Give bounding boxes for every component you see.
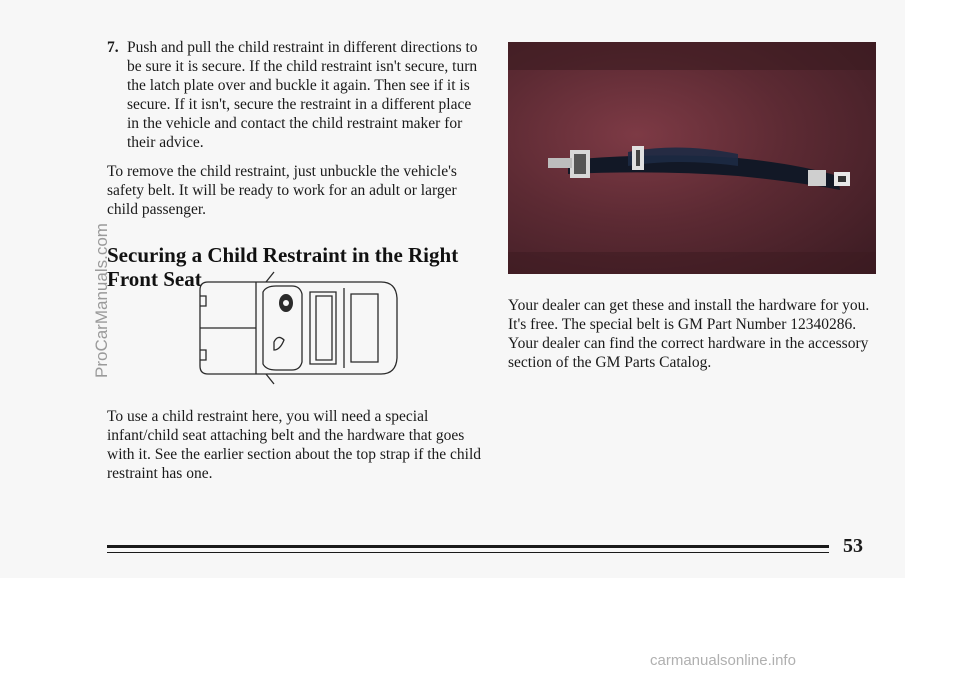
page-number: 53 [843,535,863,557]
step-7 [107,38,487,152]
watermark-procarmanuals: ProCarManuals.com [92,223,111,378]
section-heading: Securing a Child Restraint in the Right Front Seat [107,243,459,291]
safety-belt-photo [508,42,876,274]
dealer-paragraph: Your dealer can get these and install the hardware for you. It's free. The special belt is GM Part Number 12340286. Your dealer can find the correct hardware in the accessory section of the GM Parts Catalog. [508,297,870,371]
left-column [107,38,487,291]
watermark-carmanualsonline: carmanualsonline.info [650,652,796,669]
step-number: 7. [107,39,119,56]
use-restraint-paragraph: To use a child restraint here, you will need a special infant/child seat attaching belt and the hardware that goes with it. See the earlier section about the top strap if the child restraint has one. [107,408,482,482]
footer-rule-thin [107,552,829,553]
step-text: Push and pull the child restraint in different directions to be sure it is secure. If the child restraint isn't secure, turn the latch plate over and buckle it again. Then see if it is secure. If it isn't, secure the restraint in a different place in the vehicle and contact the child restraint maker for their advice. [127,39,478,151]
belt-hardware-photo-illustration [508,42,876,274]
footer-rule-thick [107,545,829,548]
remove-restraint-paragraph: To remove the child restraint, just unbuckle the vehicle's safety belt. It will be ready to work for an adult or larger child passenger. [107,163,457,218]
vehicle-top-view-diagram [186,270,406,385]
